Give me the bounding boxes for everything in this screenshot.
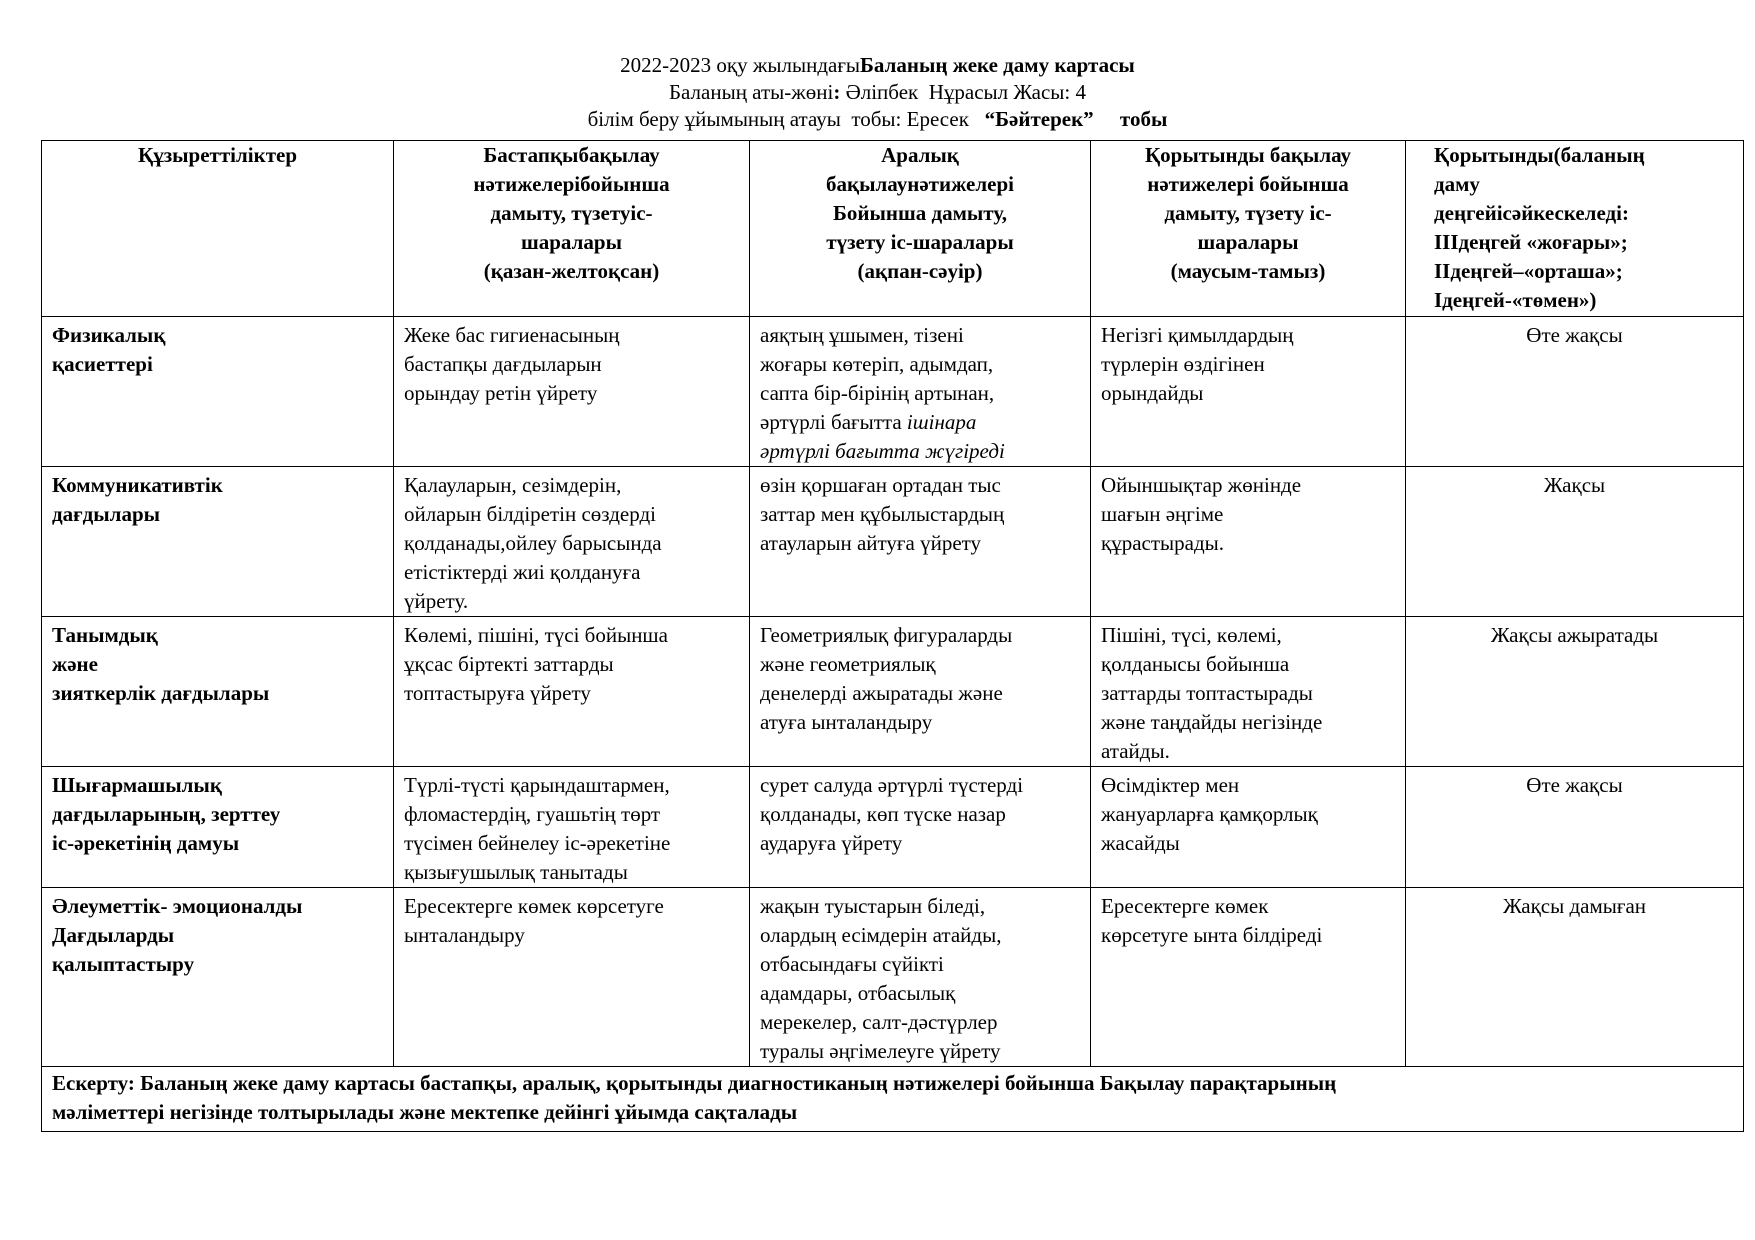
initial-cell	[394, 467, 750, 617]
competency-cell	[42, 317, 394, 467]
intermediate-cell	[750, 617, 1091, 767]
intermediate-cell	[750, 888, 1091, 1067]
group-line	[0, 106, 1755, 133]
result-cell	[1406, 888, 1744, 1067]
result-cell	[1406, 467, 1744, 617]
table-row	[42, 767, 1744, 888]
initial-cell	[394, 888, 750, 1067]
cell-text	[760, 321, 1080, 466]
cell-text: Коммуникативтік дағдылары	[52, 473, 223, 526]
cell-text: Ересектерге көмек көрсетуге ынта білдіреді	[1101, 894, 1323, 947]
document-header	[0, 52, 1755, 133]
initial-cell	[394, 767, 750, 888]
table-row	[42, 467, 1744, 617]
cell-text: Өте жақсы	[1526, 323, 1623, 347]
cell-text: Жақсы	[1543, 473, 1606, 497]
school-year-text: 2022-2023 оқу жылындағы	[620, 53, 861, 77]
intermediate-italic-text: ішінара әртүрлі бағытта жүгіреді	[760, 410, 1005, 463]
cell-text: Ойыншықтар жөнінде шағын әңгіме құрастырады.	[1101, 473, 1302, 555]
cell-text: Танымдық және зияткерлік дағдылары	[52, 623, 270, 705]
intermediate-cell	[750, 767, 1091, 888]
child-name-line	[0, 79, 1755, 106]
cell-text: өзін қоршаған ортадан тыс заттар мен құбылыстардың атауларын айтуға үйрету	[760, 473, 1005, 555]
table-row	[42, 888, 1744, 1067]
header-result	[1406, 141, 1744, 317]
note-cell	[42, 1067, 1744, 1132]
initial-cell	[394, 617, 750, 767]
header-intermediate	[750, 141, 1091, 317]
initial-cell	[394, 317, 750, 467]
final-cell	[1091, 467, 1406, 617]
cell-text: Бастапқыбақылау нәтижелерібойынша дамыту, түзетуіс- шаралары (қазан-желтоқсан)	[473, 143, 670, 283]
cell-text: Өсімдіктер мен жануарларға қамқорлық жасайды	[1101, 773, 1318, 855]
header-competencies	[42, 141, 394, 317]
cell-text: сурет салуда әртүрлі түстерді қолданады, көп түске назар аударуға үйрету	[760, 773, 1024, 855]
cell-text: Жақсы ажыратады	[1490, 623, 1659, 647]
group-label: білім беру ұйымының атауы тобы: Ересек	[587, 107, 985, 131]
cell-text: Жеке бас гигиенасының бастапқы дағдыларын орындау ретін үйрету	[404, 323, 620, 405]
cell-text: жақын туыстарын біледі, олардың есімдерін атайды, отбасындағы сүйікті адамдары, отбасылық мерекелер, салт-дәстүрлер туралы әңгімелеуге үйрету	[760, 894, 1002, 1063]
header-final	[1091, 141, 1406, 317]
cell-text: Көлемі, пішіні, түсі бойынша ұқсас біртекті заттарды топтастыруға үйрету	[404, 623, 668, 705]
cell-text: Құзыреттіліктер	[137, 143, 298, 167]
child-name-colon: :	[833, 80, 841, 104]
competency-cell	[42, 467, 394, 617]
cell-text: Әлеуметтік- эмоционалды Дағдыларды қалыптастыру	[52, 894, 303, 976]
header-initial	[394, 141, 750, 317]
development-card-table	[41, 140, 1744, 1132]
intermediate-cell	[750, 317, 1091, 467]
final-cell	[1091, 317, 1406, 467]
table-header-row	[42, 141, 1744, 317]
note-row	[42, 1067, 1744, 1132]
cell-text: Физикалық қасиеттері	[52, 323, 166, 376]
table-row	[42, 617, 1744, 767]
cell-text: Ескерту: Баланың жеке даму картасы бастапқы, аралық, қорытынды диагностиканың нәтижелері бойынша Бақылау парақтарының мәліметтері негізінде толтырылады және мектепке дейінгі ұйымда сақталады	[52, 1071, 1337, 1124]
result-cell	[1406, 617, 1744, 767]
competency-cell	[42, 617, 394, 767]
group-name: “Бәйтерек” тобы	[984, 107, 1168, 131]
cell-text: Ересектерге көмек көрсетуге ынталандыру	[404, 894, 664, 947]
cell-text: Қорытынды(баланың даму деңгейісәйкескеледі: ІІІдеңгей «жоғары»; ІІдеңгей–«орташа»; Ідеңгей-«төмен»)	[1434, 143, 1645, 312]
cell-text: Түрлі-түсті қарындаштармен, фломастердің, гуашьтің төрт түсімен бейнелеу іс-әрекетіне қызығушылық танытады	[404, 773, 671, 884]
child-name-label: Баланың аты-жөні	[668, 80, 834, 104]
title-line	[0, 52, 1755, 79]
cell-text: Аралық бақылаунәтижелері Бойынша дамыту, түзету іс-шаралары (ақпан-сәуір)	[826, 143, 1014, 283]
child-name-value: Әліпбек Нұрасыл Жасы: 4	[840, 80, 1087, 104]
cell-text: Пішіні, түсі, көлемі, қолданысы бойынша заттарды топтастырады және таңдайды негізінде атайды.	[1101, 623, 1323, 763]
cell-text: Өте жақсы	[1526, 773, 1623, 797]
cell-text: Шығармашылық дағдыларының, зерттеу іс-әрекетінің дамуы	[52, 773, 281, 855]
intermediate-text: аяқтың ұшымен, тізені жоғары көтеріп, адымдап, сапта бір-бірінің артынан, әртүрлі бағытта	[760, 323, 995, 434]
cell-text: Қорытынды бақылау нәтижелері бойынша дамыту, түзету іс- шаралары (маусым-тамыз)	[1144, 143, 1352, 283]
cell-text: Негізгі қимылдардың түрлерін өздігінен орындайды	[1101, 323, 1294, 405]
document-title: Баланың жеке даму картасы	[860, 53, 1135, 77]
final-cell	[1091, 617, 1406, 767]
result-cell	[1406, 767, 1744, 888]
result-cell	[1406, 317, 1744, 467]
competency-cell	[42, 888, 394, 1067]
final-cell	[1091, 888, 1406, 1067]
table-row	[42, 317, 1744, 467]
cell-text: Қалауларын, сезімдерін, ойларын білдіретін сөздерді қолданады,ойлеу барысында етістіктерді жиі қолдануға үйрету.	[404, 473, 662, 613]
cell-text: Жақсы дамыған	[1502, 894, 1647, 918]
competency-cell	[42, 767, 394, 888]
intermediate-cell	[750, 467, 1091, 617]
final-cell	[1091, 767, 1406, 888]
cell-text: Геометриялық фигураларды және геометриялық денелерді ажыратады және атуға ынталандыру	[760, 623, 1013, 734]
